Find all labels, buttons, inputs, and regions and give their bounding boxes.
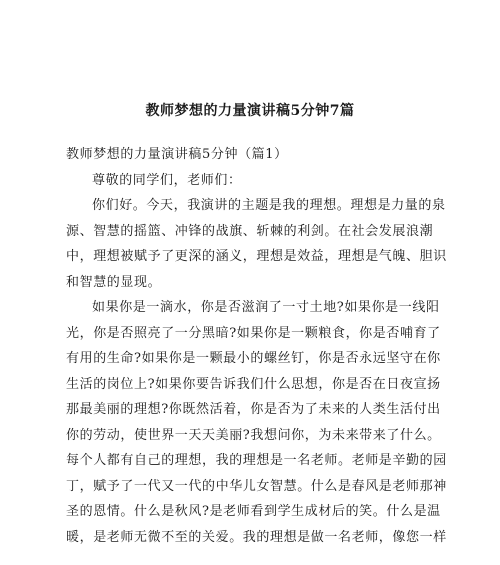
salutation-text: 尊敬的同学们，老师们： <box>92 172 242 188</box>
paragraph-line: 圣的恩情。什么是秋风?是老师看到学生成材后的笑。什么是温 <box>66 504 441 519</box>
paragraph-1 <box>66 193 447 295</box>
paragraph-line: 光，你是否照亮了一分黑暗?如果你是一颗粮食，你是否哺育了 <box>66 325 441 341</box>
paragraph-2 <box>66 295 447 550</box>
section-title <box>66 142 442 168</box>
paragraph-line: 生活的岗位上?如果你要告诉我们什么思想，你是否在日夜宣扬 <box>66 376 441 392</box>
section-title-text: 教师梦想的力量演讲稿5分钟（篇1） <box>66 147 288 162</box>
paragraph-line: 丁，赋予了一代又一代的中华儿女智慧。什么是春风是老师那神 <box>66 478 447 494</box>
paragraph-line: 有用的生命?如果你是一颗最小的螺丝钉，你是否永远坚守在你 <box>66 351 441 366</box>
paragraph-line: 你的劳动，使世界一天天美丽?我想问你，为未来带来了什么。 <box>66 427 441 443</box>
paragraph-line: 源、智慧的摇篮、冲锋的战旗、斩棘的利剑。在社会发展浪潮 <box>66 223 434 239</box>
paragraph-line: 暖，是老师无微不至的关爱。我的理想是做一名老师，像您一样 <box>66 529 447 545</box>
paragraph-line: 中，理想被赋予了更深的涵义，理想是效益，理想是气魄、胆识 <box>66 249 447 264</box>
document-title: 教师梦想的力量演讲稿5分钟7篇 <box>145 103 355 119</box>
paragraph-line: 和智慧的显现。 <box>66 274 162 290</box>
paragraph-line: 那最美丽的理想?你既然活着，你是否为了未来的人类生活付出 <box>66 402 441 417</box>
paragraph-line: 每个人都有自己的理想，我的理想是一名老师。老师是辛勤的园 <box>66 453 447 468</box>
paragraph-line: 如果你是一滴水，你是否滋润了一寸土地?如果你是一线阳 <box>92 300 440 315</box>
salutation <box>66 168 442 194</box>
paragraph-line: 你们好。今天，我演讲的主题是我的理想。理想是力量的泉 <box>92 198 446 213</box>
